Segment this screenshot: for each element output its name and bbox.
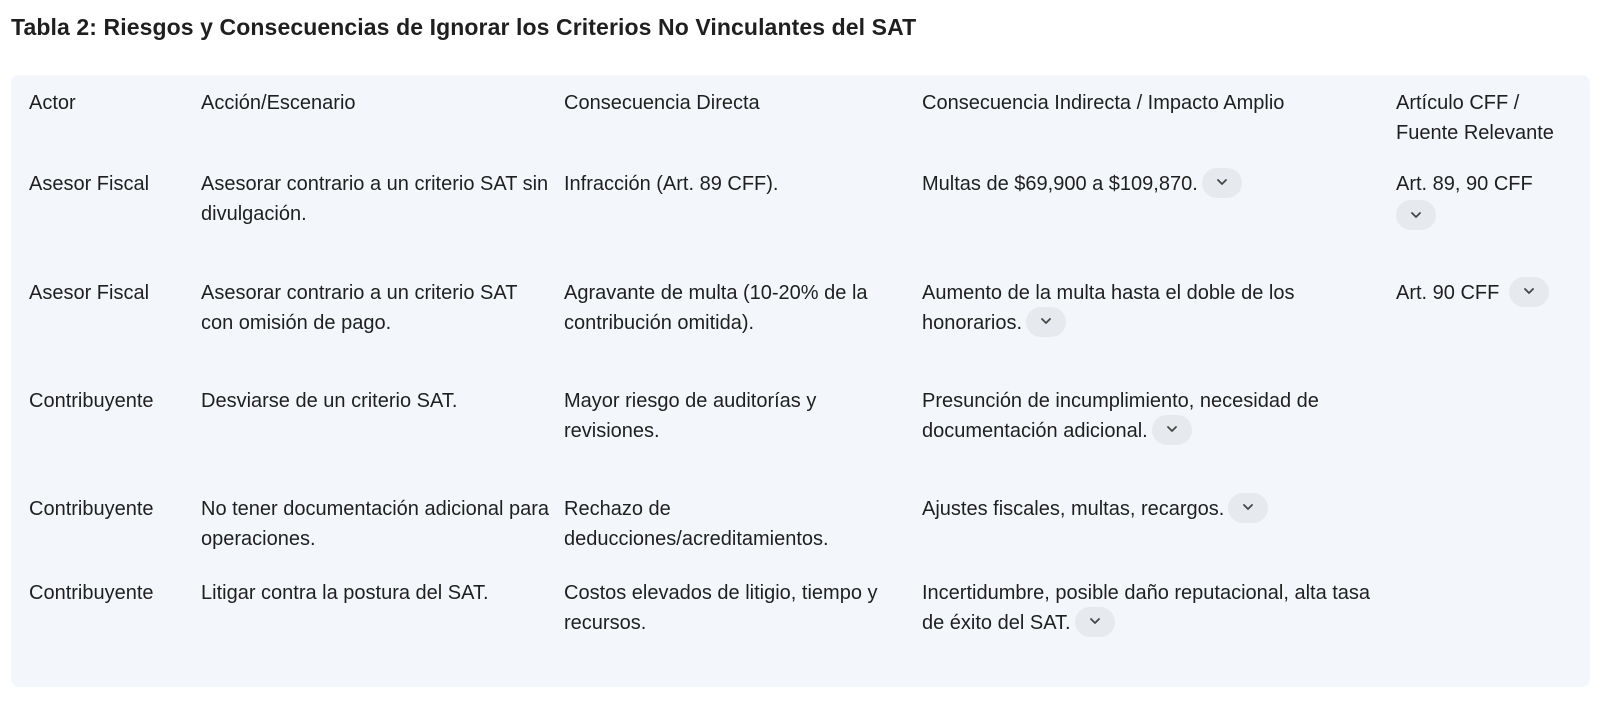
source-chip-button[interactable] [1202, 168, 1242, 198]
cell-text: Rechazo de deducciones/acreditamientos. [564, 498, 829, 550]
source-chip-button[interactable] [1396, 200, 1436, 230]
cell-actor [29, 169, 201, 278]
column-header-article: Artículo CFF / Fuente Relevante [1396, 92, 1554, 144]
cell-text: Litigar contra la postura del SAT. [201, 582, 489, 604]
cell-article [1396, 578, 1579, 658]
cell-text: Presunción de incumplimiento, necesidad de documentación adicional. [922, 390, 1319, 442]
cell-direct-consequence [564, 494, 922, 578]
table-row [29, 278, 1579, 386]
chevron-down-icon [1523, 287, 1535, 295]
cell-action [201, 494, 564, 578]
column-header-indirect-consequence: Consecuencia Indirecta / Impacto Amplio [922, 92, 1285, 114]
cell-article [1396, 494, 1579, 578]
table-row [29, 386, 1579, 494]
column-header-direct-consequence: Consecuencia Directa [564, 92, 760, 114]
cell-text: Art. 89, 90 CFF [1396, 173, 1533, 195]
cell-direct-consequence [564, 169, 922, 278]
source-chip-button[interactable] [1152, 415, 1192, 445]
cell-indirect-consequence [922, 494, 1396, 578]
cell-text: Contribuyente [29, 582, 154, 604]
cell-action [201, 169, 564, 278]
cell-text: No tener documentación adicional para operaciones. [201, 498, 549, 550]
cell-actor [29, 278, 201, 386]
cell-text: Desviarse de un criterio SAT. [201, 390, 458, 412]
cell-indirect-consequence [922, 169, 1396, 278]
cell-text: Ajustes fiscales, multas, recargos. [922, 498, 1225, 520]
source-chip-button[interactable] [1026, 307, 1066, 337]
chevron-down-icon [1410, 211, 1422, 219]
cell-text: Aumento de la multa hasta el doble de los honorarios. [922, 282, 1295, 334]
table-header-row [29, 88, 1579, 169]
source-chip-button[interactable] [1509, 277, 1549, 307]
cell-action [201, 578, 564, 658]
cell-text: Infracción (Art. 89 CFF). [564, 173, 779, 195]
table-row [29, 578, 1579, 658]
cell-indirect-consequence [922, 278, 1396, 386]
chevron-down-icon [1089, 617, 1101, 625]
risks-table [29, 88, 1579, 658]
cell-text: Asesorar contrario a un criterio SAT sin divulgación. [201, 173, 549, 225]
cell-actor [29, 494, 201, 578]
cell-text: Contribuyente [29, 390, 154, 412]
source-chip-button[interactable] [1228, 493, 1268, 523]
cell-text: Multas de $69,900 a $109,870. [922, 173, 1198, 195]
chevron-down-icon [1040, 317, 1052, 325]
table-row [29, 494, 1579, 578]
cell-direct-consequence [564, 386, 922, 494]
cell-article [1396, 278, 1579, 386]
chevron-down-icon [1166, 425, 1178, 433]
cell-text: Costos elevados de litigio, tiempo y recursos. [564, 582, 878, 634]
cell-text: Asesor Fiscal [29, 173, 150, 195]
cell-article [1396, 169, 1579, 278]
cell-indirect-consequence [922, 386, 1396, 494]
cell-actor [29, 578, 201, 658]
cell-text: Incertidumbre, posible daño reputacional, alta tasa de éxito del SAT. [922, 582, 1371, 634]
source-chip-button[interactable] [1075, 607, 1115, 637]
cell-text: Asesor Fiscal [29, 282, 150, 304]
cell-action [201, 278, 564, 386]
column-header-actor: Actor [29, 92, 76, 114]
cell-text: Agravante de multa (10-20% de la contribución omitida). [564, 282, 868, 334]
cell-text: Contribuyente [29, 498, 154, 520]
cell-action [201, 386, 564, 494]
chevron-down-icon [1242, 503, 1254, 511]
table-row [29, 169, 1579, 278]
cell-text: Art. 90 CFF [1396, 282, 1500, 304]
cell-text: Asesorar contrario a un criterio SAT con omisión de pago. [201, 282, 518, 334]
cell-text: Mayor riesgo de auditorías y revisiones. [564, 390, 817, 442]
cell-article [1396, 386, 1579, 494]
cell-indirect-consequence [922, 578, 1396, 658]
chevron-down-icon [1216, 178, 1228, 186]
page-title: Tabla 2: Riesgos y Consecuencias de Ignorar los Criterios No Vinculantes del SAT [11, 14, 917, 40]
cell-direct-consequence [564, 578, 922, 658]
column-header-action: Acción/Escenario [201, 92, 356, 114]
table-card [11, 75, 1590, 687]
cell-direct-consequence [564, 278, 922, 386]
cell-actor [29, 386, 201, 494]
